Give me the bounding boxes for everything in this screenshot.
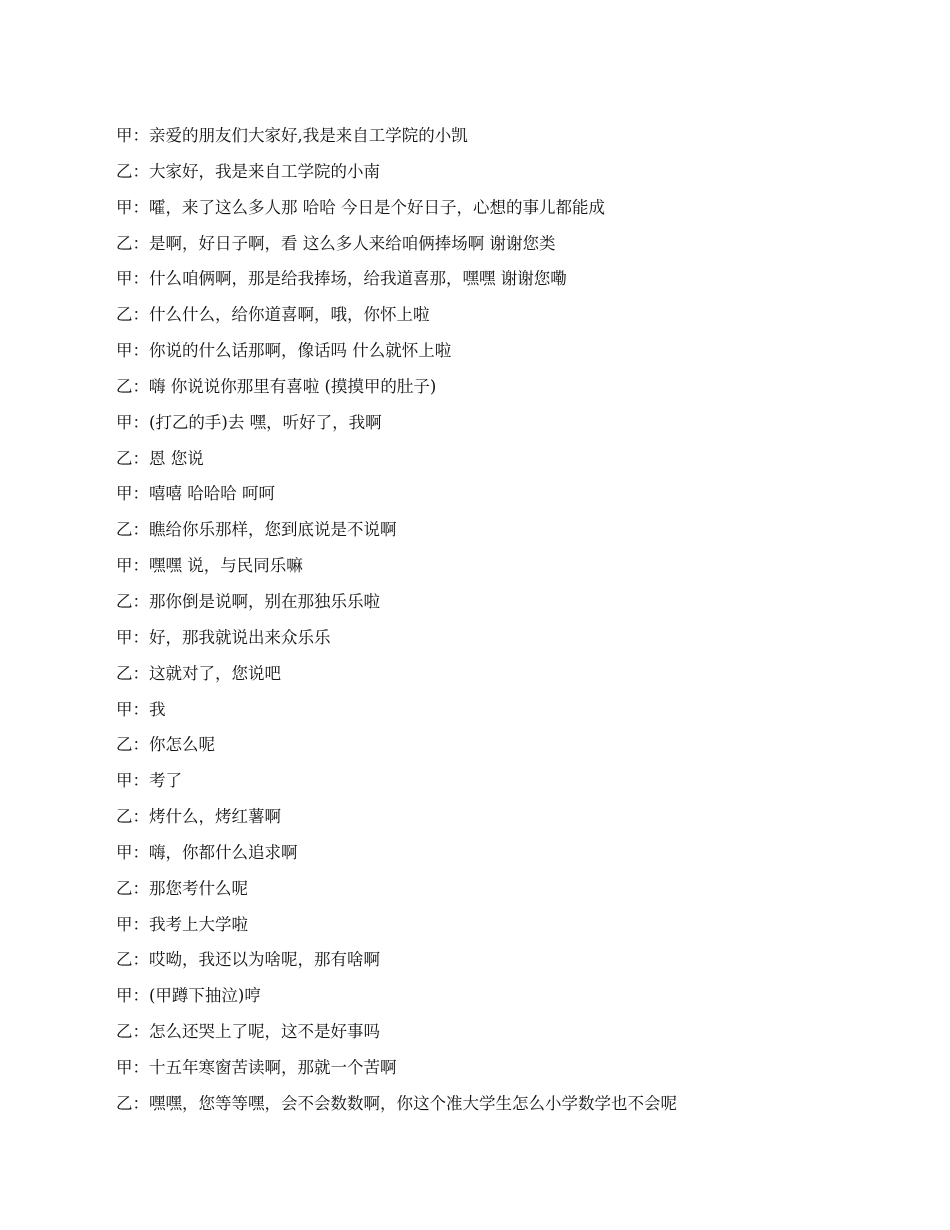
- dialogue-line: 甲：亲爱的朋友们大家好,我是来自工学院的小凯: [116, 126, 468, 145]
- dialogue-line: 乙：哎呦，我还以为啥呢，那有啥啊: [116, 950, 380, 970]
- dialogue-line: 乙：大家好，我是来自工学院的小南: [116, 161, 380, 181]
- dialogue-line: 甲：我: [116, 699, 166, 719]
- dialogue-line: 甲：我考上大学啦: [116, 914, 248, 934]
- dialogue-line: 乙：那你倒是说啊，别在那独乐乐啦: [116, 591, 380, 611]
- dialogue-line: 甲：考了: [116, 771, 182, 791]
- dialogue-line: 甲：什么咱俩啊，那是给我捧场，给我道喜那，嘿嘿 谢谢您嘞: [116, 269, 567, 289]
- dialogue-line: 乙：嗨 你说说你那里有喜啦 (摸摸甲的肚子): [116, 376, 437, 396]
- dialogue-line: 乙：你怎么呢: [116, 735, 215, 755]
- dialogue-line: 乙：怎么还哭上了呢，这不是好事吗: [116, 1022, 380, 1042]
- dialogue-line: 乙：恩 您说: [116, 448, 204, 468]
- dialogue-line: 乙：瞧给你乐那样，您到底说是不说啊: [116, 520, 397, 540]
- dialogue-line: 乙：这就对了，您说吧: [116, 663, 281, 683]
- dialogue-line: 乙：嘿嘿，您等等嘿，会不会数数啊，你这个准大学生怎么小学数学也不会呢: [116, 1093, 677, 1113]
- dialogue-line: 甲：十五年寒窗苦读啊，那就一个苦啊: [116, 1057, 397, 1077]
- dialogue-line: 甲：嚯，来了这么多人那 哈哈 今日是个好日子，心想的事儿都能成: [116, 197, 605, 217]
- dialogue-line: 甲：好，那我就说出来众乐乐: [116, 627, 331, 647]
- dialogue-line: 乙：什么什么，给你道喜啊，哦，你怀上啦: [116, 305, 430, 325]
- dialogue-line: 乙：那您考什么呢: [116, 878, 248, 898]
- dialogue-line: 甲：嘿嘿 说，与民同乐嘛: [116, 556, 303, 576]
- dialogue-line: 甲：嗨，你都什么追求啊: [116, 842, 298, 862]
- dialogue-line: 乙：烤什么，烤红薯啊: [116, 807, 281, 827]
- dialogue-line: 甲：嘻嘻 哈哈哈 呵呵: [116, 484, 275, 504]
- dialogue-line: 甲：(打乙的手)去 嘿，听好了，我啊: [116, 412, 382, 432]
- dialogue-line: 乙：是啊，好日子啊，看 这么多人来给咱俩捧场啊 谢谢您类: [116, 233, 556, 253]
- dialogue-script: [116, 124, 896, 1128]
- dialogue-line: 甲：你说的什么话那啊，像话吗 什么就怀上啦: [116, 341, 452, 361]
- dialogue-line: 甲：(甲蹲下抽泣)哼: [116, 986, 261, 1006]
